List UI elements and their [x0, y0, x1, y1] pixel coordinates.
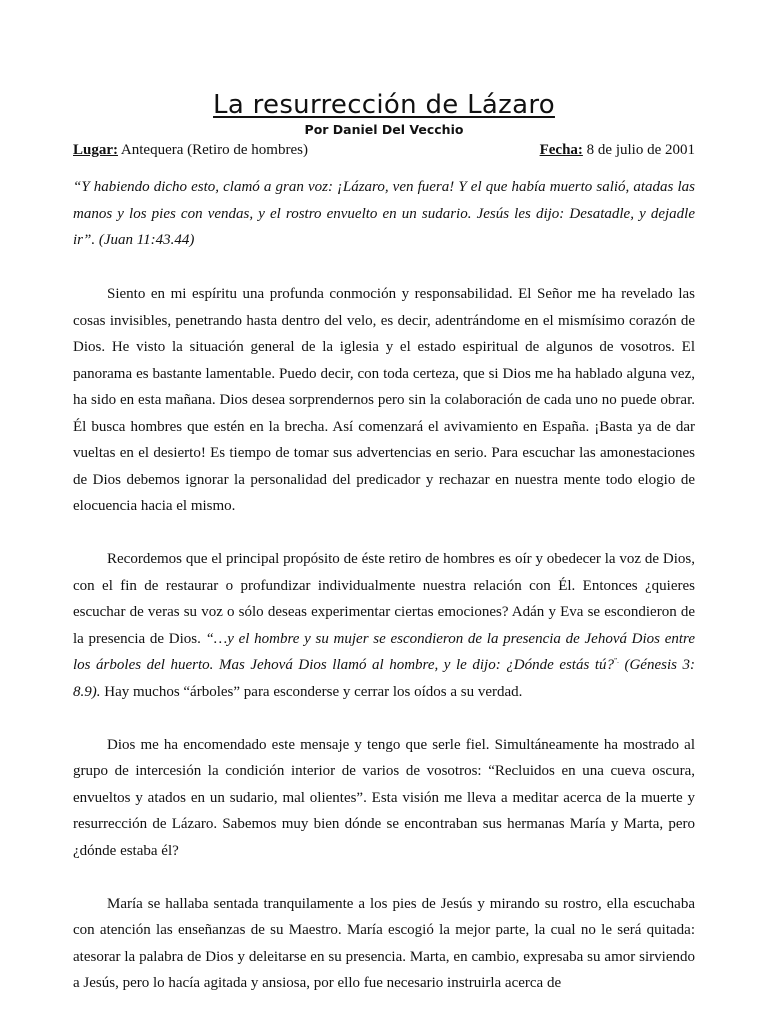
place-value: Antequera (Retiro de hombres)	[118, 142, 308, 158]
epigraph-quote: “Y habiendo dicho esto, clamó a gran voz: ¡Lázaro, ven fuera! Y el que había muerto salió, atadas las manos y los pies con vendas, y el rostro envuelto en un sudario. Jesús les dijo: Desatadle, y dejadle ir”. (Juan 11:43.44)	[73, 179, 695, 248]
paragraph-2-text-a: Recordemos que el principal propósito de éste retiro de hombres es oír y obedecer la voz de Dios, con el fin de restaurar o profundizar individualmente nuestra relación con Él. Entonces ¿quieres escuchar de veras su voz o sólo deseas experimentar ciertas emociones? Adán y Eva se escondieron de la presencia de Dios.	[73, 551, 695, 647]
date-label: Fecha:	[539, 142, 583, 158]
closing-quote-mark: ”.	[614, 657, 619, 665]
document-author: Por Daniel Del Vecchio	[304, 122, 464, 137]
paragraph-4: María se hallaba sentada tranquilamente a los pies de Jesús y mirando su rostro, ella escuchaba con atención las enseñanzas de su Maestro. María escogió la mejor parte, la cual no le será quitada: atesorar la palabra de Dios y deleitarse en su presencia. Marta, en cambio, expresaba su amor sirviendo a Jesús, pero lo hacía agitada y ansiosa, por ello fue necesario instruirla acerca de	[73, 895, 695, 991]
date-value: 8 de julio de 2001	[582, 142, 695, 158]
paragraph-1: Siento en mi espíritu una profunda conmoción y responsabilidad. El Señor me ha revelado las cosas invisibles, penetrando hasta dentro del velo, es decir, adentrándome en el mismísimo corazón de Dios. He visto la situación general de la iglesia y el estado espiritual de algunos de vosotros. El panorama es bastante lamentable. Puedo decir, con toda certeza, que si Dios me ha hablado alguna vez, ha sido en esta mañana. Dios desea sorprendernos pero sin la colaboración de cada uno no puede obrar. Él busca hombres que estén en la brecha. Así comenzará el avivamiento en España. ¡Basta ya de dar vueltas en el desierto! Es tiempo de tomar sus advertencias en serio. Para escuchar las amonestaciones de Dios debemos ignorar la personalidad del predicador y rechazar en nuestra mente todo elogio de elocuencia hacia el mismo.	[73, 286, 695, 514]
paragraph-2	[73, 546, 695, 705]
document-title: La resurrección de Lázaro	[213, 90, 555, 120]
paragraph-2-text-b: Hay muchos “árboles” para esconderse y cerrar los oídos a su verdad.	[100, 683, 523, 700]
genesis-quote: “…y el hombre y su mujer se escondieron de la presencia de Jehová Dios entre los árboles del huerto. Mas Jehová Dios llamó al hombre, y le dijo: ¿Dónde estás tú?	[73, 630, 695, 673]
document-body	[73, 281, 695, 1023]
place-label: Lugar:	[73, 142, 118, 158]
place-info	[73, 140, 308, 160]
date-info	[540, 140, 695, 160]
paragraph-3: Dios me ha encomendado este mensaje y tengo que serle fiel. Simultáneamente ha mostrado al grupo de intercesión la condición interior de varios de vosotros: “Recluidos en una cueva oscura, envueltos y atados en un sudario, mal olientes”. Esta visión me lleva a meditar acerca de la muerte y resurrección de Lázaro. Sabemos muy bien dónde se encontraban sus hermanas María y Marta, pero ¿dónde estaba él?	[73, 736, 695, 859]
document-meta	[73, 140, 695, 160]
genesis-reference: (Génesis 3: 8.9).	[73, 657, 695, 700]
